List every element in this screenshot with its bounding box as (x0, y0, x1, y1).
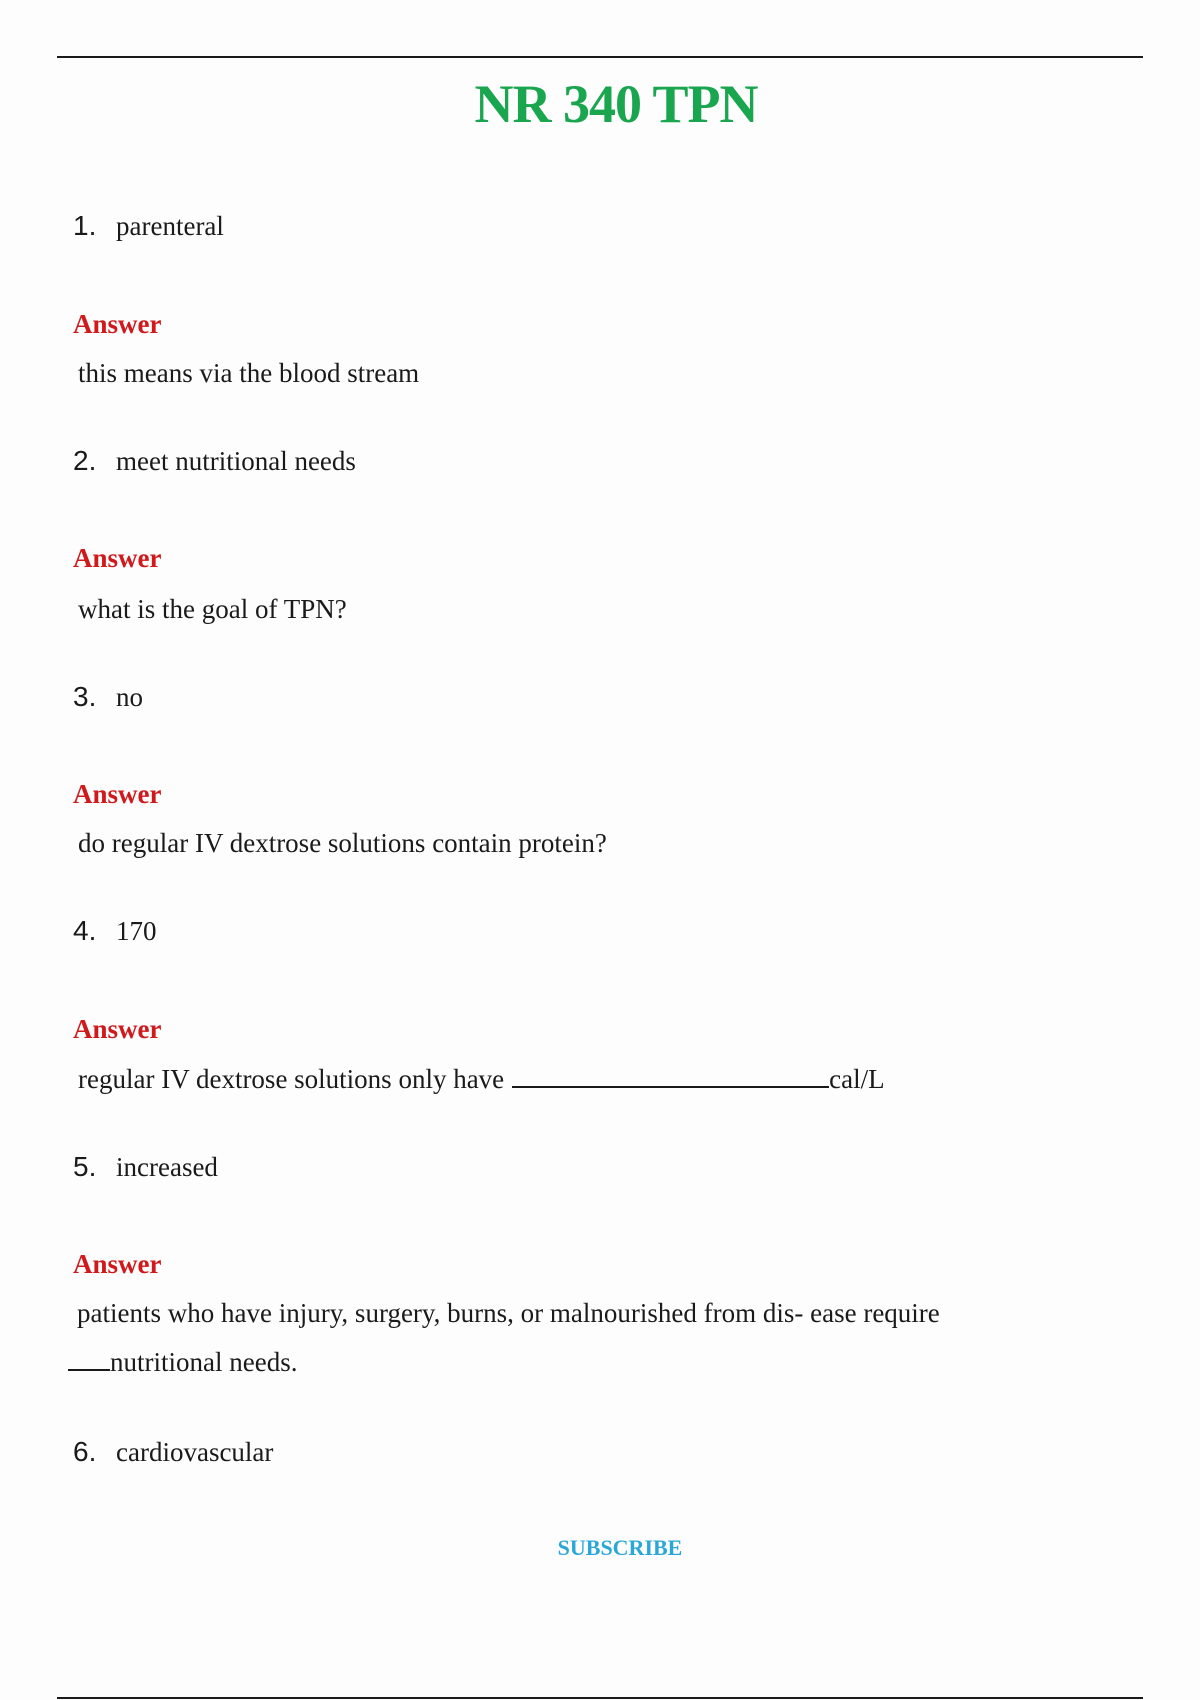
question-number: 4. (73, 915, 97, 946)
top-divider (57, 56, 1143, 58)
answer-label-3: Answer (73, 779, 162, 809)
fill-in-blank (512, 1064, 829, 1088)
page-title: NR 340 TPN (474, 74, 758, 134)
question-term: parenteral (116, 211, 224, 241)
question-4 (73, 913, 157, 949)
question-number: 6. (73, 1436, 97, 1467)
answer-label-4: Answer (73, 1014, 162, 1044)
bottom-divider (57, 1697, 1143, 1699)
answer-line-2: nutritional needs. (110, 1347, 298, 1377)
answer-label-2: Answer (73, 543, 162, 573)
answer-text-1: this means via the blood stream (78, 358, 420, 388)
question-1 (73, 208, 224, 244)
answer-text-after-blank: cal/L (829, 1064, 885, 1094)
question-term: meet nutritional needs (116, 446, 356, 476)
question-6 (73, 1434, 273, 1470)
question-term: 170 (116, 916, 157, 946)
answer-line-2-wrapper (73, 1338, 1077, 1387)
answer-text-2: what is the goal of TPN? (78, 594, 347, 624)
answer-line-1: patients who have injury, surgery, burns, or malnourished from dis- ease require (77, 1298, 940, 1328)
question-term: no (116, 682, 143, 712)
answer-text-before-blank: regular IV dextrose solutions only have (78, 1064, 505, 1094)
question-number: 5. (73, 1151, 97, 1182)
question-3 (73, 679, 143, 715)
question-number: 2. (73, 445, 97, 476)
question-number: 3. (73, 681, 97, 712)
fill-in-blank (68, 1347, 110, 1371)
question-5 (73, 1149, 218, 1185)
question-term: cardiovascular (116, 1437, 274, 1467)
answer-label-5: Answer (73, 1249, 162, 1279)
answer-text-4 (78, 1062, 885, 1096)
question-2 (73, 443, 356, 479)
subscribe-link[interactable]: SUBSCRIBE (557, 1535, 683, 1560)
answer-label-1: Answer (73, 309, 162, 339)
question-number: 1. (73, 210, 97, 241)
answer-text-5 (77, 1289, 1077, 1387)
question-term: increased (116, 1152, 218, 1182)
answer-text-3: do regular IV dextrose solutions contain protein? (78, 828, 607, 858)
